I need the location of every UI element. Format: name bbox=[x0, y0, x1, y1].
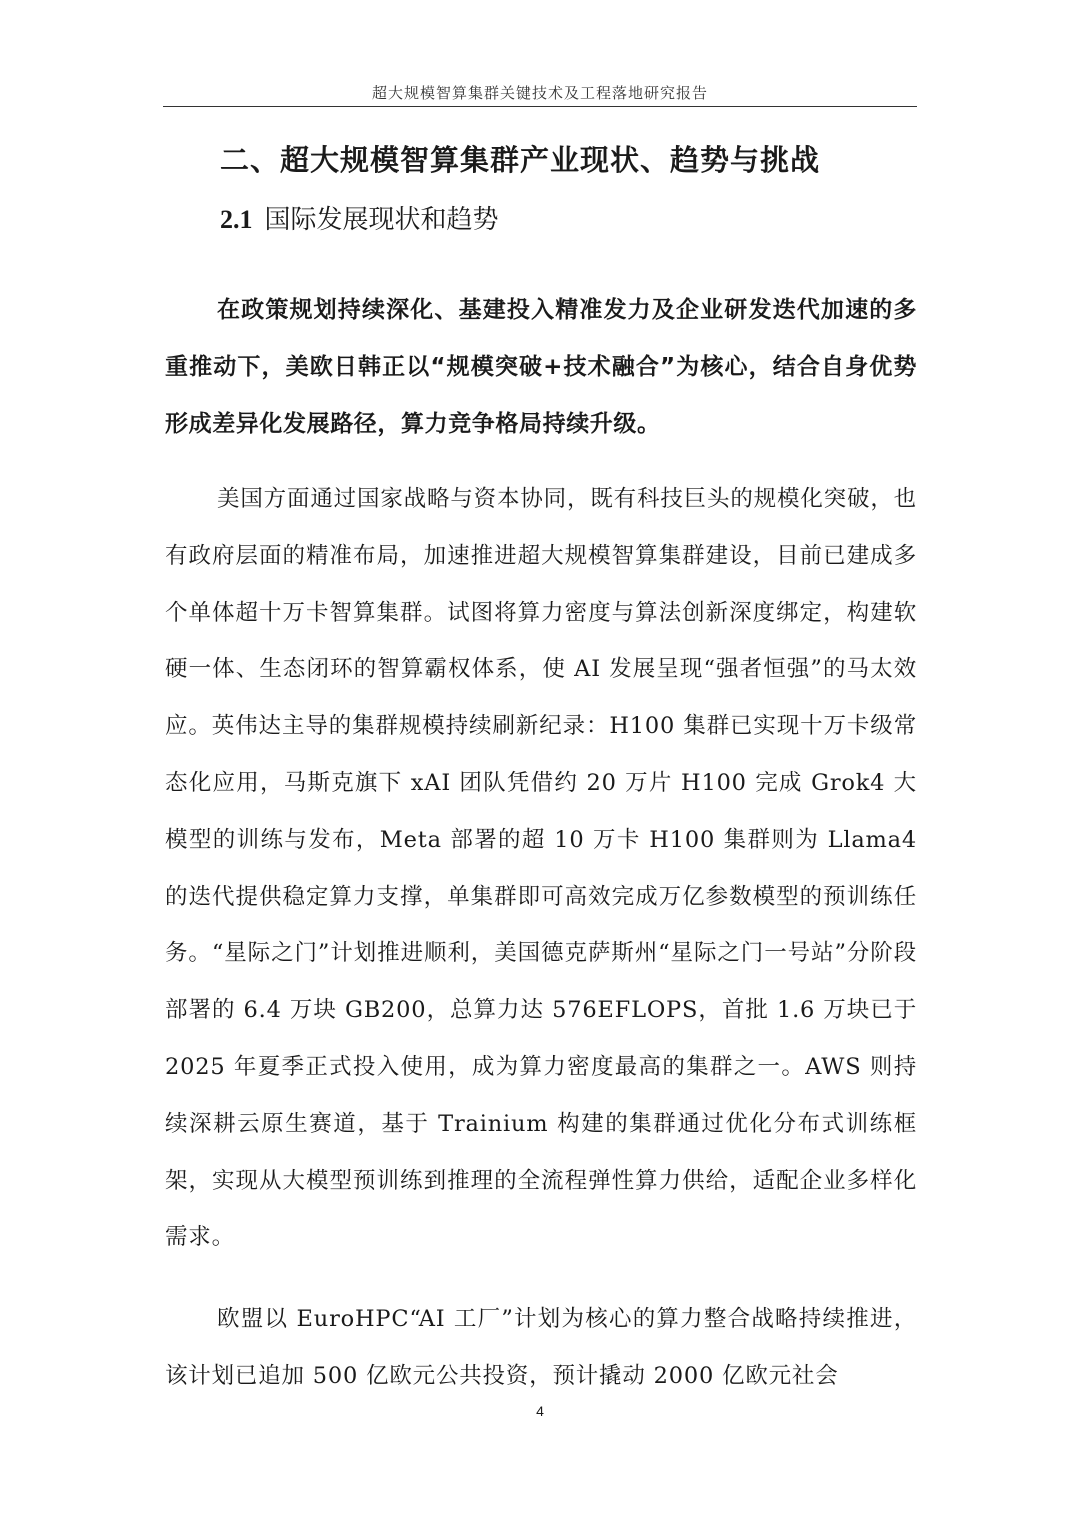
us-paragraph: 美国方面通过国家战略与资本协同，既有科技巨头的规模化突破，也有政府层面的精准布局，加速推进超大规模智算集群建设，目前已建成多个单体超十万卡智算集群。试图将算力密度与算法创新深度绑定，构建软硬一体、生态闭环的智算霸权体系，使 AI 发展呈现“强者恒强”的马太效应。英伟达主导的集群规模持续刷新纪录：H100 集群已实现十万卡级常态化应用，马斯克旗下 xAI 团队凭借约 20 万片 H100 完成 Grok4 大模型的训练与发布，Meta 部署的超 10 万卡 H100 集群则为 Llama4 的迭代提供稳定算力支撑，单集群即可高效完成万亿参数模型的预训练任务。“星际之门”计划推进顺利，美国德克萨斯州“星际之门一号站”分阶段部署的 6.4 万块 GB200，总算力达 576EFLOPS，首批 1.6 万块已于 2025 年夏季正式投入使用，成为算力密度最高的集群之一。AWS 则持续深耕云原生赛道，基于 Trainium 构建的集群通过优化分布式训练框架，实现从大模型预训练到推理的全流程弹性算力供给，适配企业多样化需求。 bbox=[165, 486, 917, 1251]
eu-paragraph: 欧盟以 EuroHPC“AI 工厂”计划为核心的算力整合战略持续推进，该计划已追加 500 亿欧元公共投资，预计撬动 2000 亿欧元社会 bbox=[165, 1306, 917, 1389]
chapter-title: 二、超大规模智算集群产业现状、趋势与挑战 bbox=[220, 143, 821, 177]
section-heading bbox=[220, 199, 499, 236]
section-number: 2.1 bbox=[220, 205, 253, 234]
page-number: 4 bbox=[536, 1403, 544, 1419]
section-title: 国际发展现状和趋势 bbox=[264, 205, 499, 235]
intro-paragraph: 在政策规划持续深化、基建投入精准发力及企业研发迭代加速的多重推动下，美欧日韩正以“规模突破+技术融合”为核心，结合自身优势形成差异化发展路径，算力竞争格局持续升级。 bbox=[165, 297, 917, 437]
header-divider bbox=[163, 106, 917, 107]
running-header: 超大规模智算集群关键技术及工程落地研究报告 bbox=[371, 84, 708, 102]
